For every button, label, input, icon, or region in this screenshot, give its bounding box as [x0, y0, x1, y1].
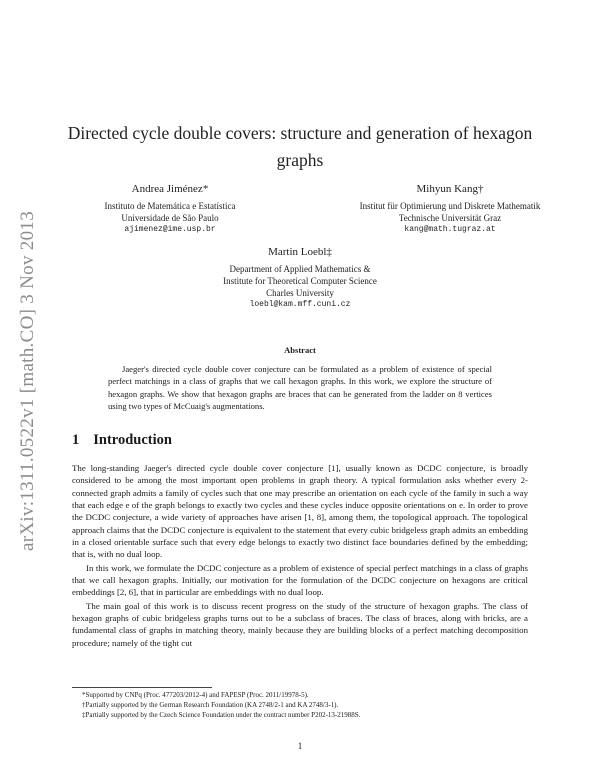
paper-title: Directed cycle double covers: structure and generation of hexagon graphs	[67, 123, 533, 170]
section-heading	[72, 432, 172, 449]
author-affiliation: Charles University	[266, 288, 334, 298]
footnote-divider	[72, 687, 212, 688]
author-block-3	[185, 244, 415, 311]
author-block-2	[345, 181, 555, 236]
paragraph: The long-standing Jaeger's directed cycle double cover conjecture [1], usually known as DCDC conjecture, is broadly considered to be among the most important open problems in graph theory. A typical formulation asks whether every 2-connected graph admits a family of cycles such that one may prescribe an orientation on each cycle of the family in such a way that each edge e of the graph belongs to exactly two cycles and these cycles induce opposite orientations on e. In order to prove the DCDC conjecture, a wide variety of approaches have arisen [1, 8], among them, the topological approach. The topological approach claims that the DCDC conjecture is equivalent to the statement that every cubic bridgeless graph admits an embedding in a closed orientable surface such that every edge belongs to exactly two distinct face boundaries defined by the embedding; that is, with no dual loop.	[72, 463, 528, 560]
arxiv-identifier	[12, 196, 44, 566]
introduction-body	[72, 462, 528, 650]
author-name: Mihyun Kang†	[416, 183, 484, 195]
author-block-1	[100, 181, 240, 236]
author-name: Martin Loebl‡	[268, 246, 332, 258]
section-number: 1	[72, 432, 80, 448]
author-email: kang@math.tugraz.at	[404, 225, 496, 234]
author-name: Andrea Jiménez*	[131, 183, 209, 195]
abstract-text: Jaeger's directed cycle double cover conjecture can be formulated as a problem of existence of special perfect matchings in a class of graphs that we call hexagon graphs. In this work, we explore the structure of hexagon graphs. We show that hexagon graphs are braces that can be generated from the ladder on 8 vertices using two types of McCuaig's augmentations.	[108, 364, 492, 411]
author-affiliation: Instituto de Matemática e Estatística	[104, 201, 236, 211]
author-affiliation: Institut für Optimierung und Diskrete Mathematik	[359, 201, 541, 211]
author-affiliation: Institute for Theoretical Computer Science	[223, 276, 377, 286]
footnote: ‡Partially supported by the Czech Science Foundation under the contract number P202-13-21988S.	[82, 711, 361, 720]
paragraph: The main goal of this work is to discuss recent progress on the study of the structure of hexagon graphs. The class of hexagon graphs of cubic bridgeless graphs turns out to be a subclass of braces. The class of braces, along with bricks, are a fundamental class of graphs in matching theory, mainly because they are building blocks of a perfect matching decomposition procedure; namely of the tight cut	[72, 600, 528, 648]
author-affiliation: Department of Applied Mathematics &	[229, 264, 371, 274]
author-email: loebl@kam.mff.cuni.cz	[249, 300, 351, 309]
footnotes	[72, 690, 528, 721]
footnote: †Partially supported by the German Research Foundation (KA 2748/2-1 and KA 2748/3-1).	[82, 701, 339, 710]
section-title: Introduction	[93, 432, 172, 448]
author-email: ajimenez@ime.usp.br	[124, 225, 216, 234]
paragraph: In this work, we formulate the DCDC conjecture as a problem of existence of special perfect matchings in a class of graphs that we call hexagon graphs. Initially, our motivation for the formulation of the DCDC conjecture on hexagons are critical embeddings [2, 6], that in particular are embeddings with no dual loop.	[72, 562, 528, 598]
author-affiliation: Universidade de São Paulo	[121, 213, 219, 223]
arxiv-identifier-text: arXiv:1311.0522v1 [math.CO] 3 Nov 2013	[17, 211, 38, 551]
footnote: *Supported by CNPq (Proc. 477203/2012-4) and FAPESP (Proc. 2011/19978-5).	[82, 691, 309, 699]
author-affiliation: Technische Universität Graz	[398, 213, 502, 223]
page-number: 1	[297, 741, 303, 751]
abstract-heading: Abstract	[284, 345, 316, 355]
